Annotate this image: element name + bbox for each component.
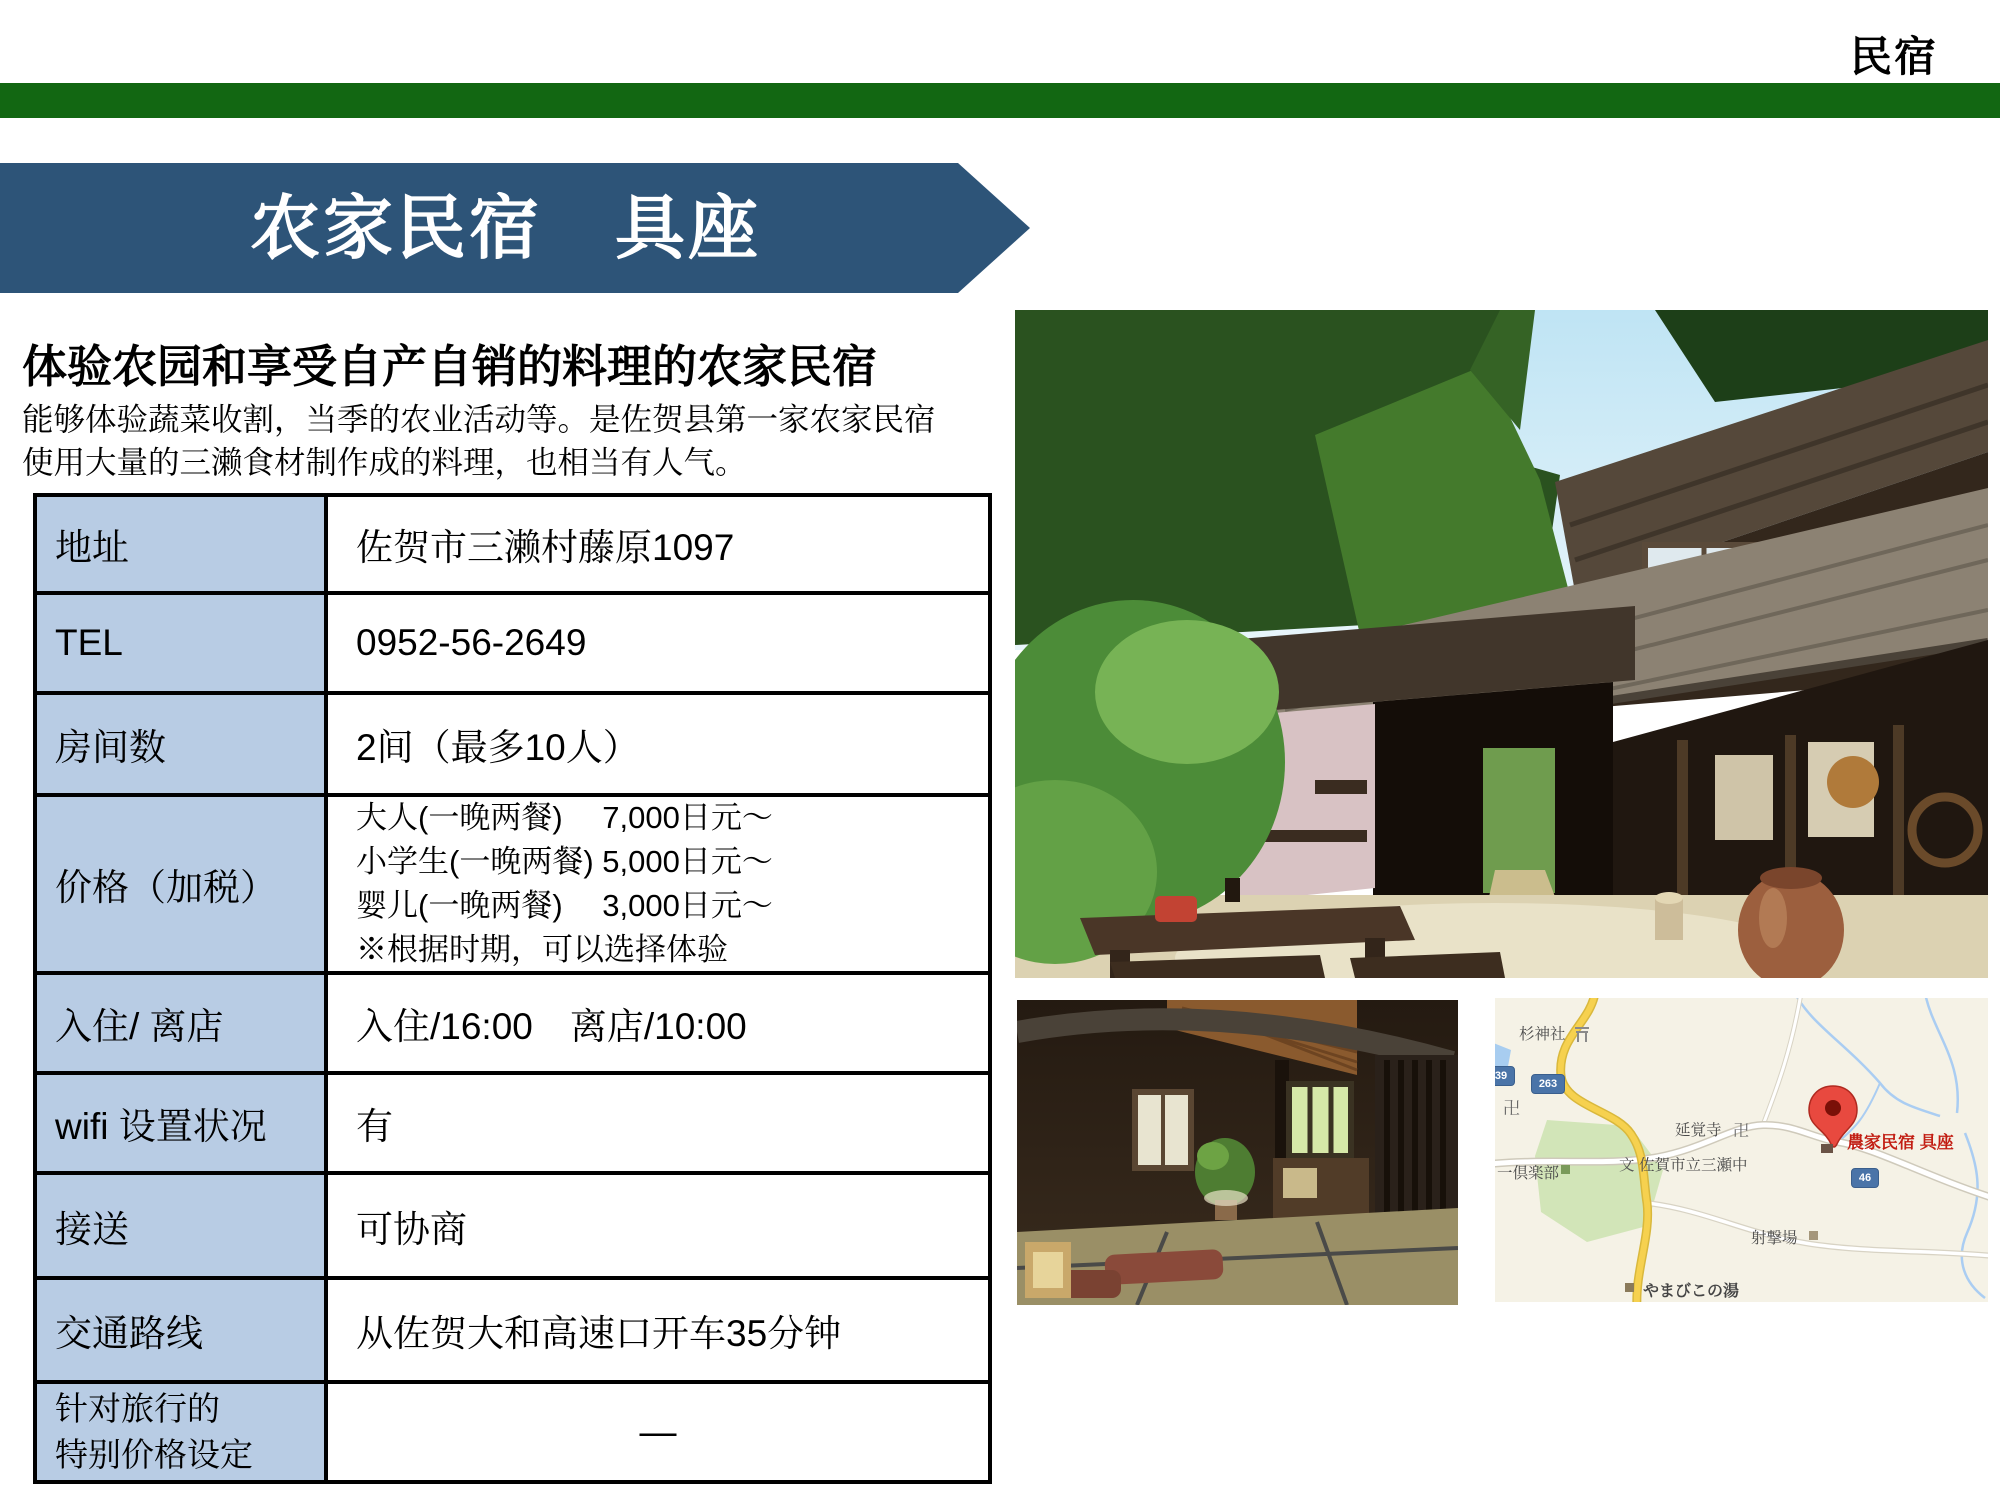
swastika-icon-temple: 卍 <box>1733 1123 1750 1140</box>
table-label-rooms: 房间数 <box>35 693 326 795</box>
table-label-special-price <box>35 1382 326 1482</box>
info-table <box>33 493 992 1484</box>
table-value-price <box>326 795 990 973</box>
table-value-tel: 0952-56-2649 <box>326 593 990 693</box>
map-label-shooting-range: 射撃場 <box>1751 1230 1798 1247</box>
table-value-rooms: 2间（最多10人） <box>326 693 990 795</box>
shooting-range-icon <box>1809 1231 1818 1240</box>
page-category-label: 民宿 <box>1849 33 1938 80</box>
price-line-student: 小学生(一晚两餐) 5,000日元～ <box>356 843 773 879</box>
title-banner <box>0 163 1030 293</box>
intro-body <box>22 398 936 485</box>
page-title: 农家民宿 具座 <box>250 189 761 267</box>
lodging-icon <box>1821 1144 1833 1153</box>
intro-body-line2: 使用大量的三濑食材制作成的料理，也相当有人气。 <box>22 444 747 481</box>
table-value-access: 从佐贺大和高速口开车35分钟 <box>326 1278 990 1382</box>
price-line-infant: 婴儿(一晚两餐) 3,000日元～ <box>356 888 773 923</box>
table-value-address: 佐贺市三濑村藤原1097 <box>326 495 990 593</box>
price-line-note: ※根据时期，可以选择体验 <box>356 932 728 968</box>
table-label-price: 价格（加税） <box>35 795 326 973</box>
school-mark-icon: 文 <box>1619 1157 1635 1174</box>
table-value-checkin: 入住/16:00 离店/10:00 <box>326 973 990 1073</box>
table-value-wifi: 有 <box>326 1073 990 1173</box>
route-263-badge: 263 <box>1531 1074 1565 1094</box>
map-label-club: 一倶楽部 <box>1497 1165 1560 1182</box>
special-price-label-line1: 针对旅行的 <box>55 1389 220 1427</box>
farmhouse-exterior-photo <box>1015 310 1988 978</box>
map-label-onsen: やまびこの湯 <box>1643 1283 1740 1300</box>
table-label-address: 地址 <box>35 495 326 593</box>
intro-body-line1: 能够体验蔬菜收割，当季的农业活动等。是佐贺县第一家农家民宿 <box>22 401 936 437</box>
map-label-shrine: 杉神社 <box>1519 1026 1566 1043</box>
map-label-temple: 延覚寺 <box>1675 1122 1722 1139</box>
onsen-icon <box>1625 1283 1634 1292</box>
guestroom-interior-photo <box>1017 1000 1458 1305</box>
price-line-adult: 大人(一晚两餐) 7,000日元～ <box>356 799 773 835</box>
title-banner-arrow <box>958 163 1030 293</box>
table-label-checkin: 入住/ 离店 <box>35 973 326 1073</box>
table-value-special-price: — <box>326 1382 990 1482</box>
route-46-badge: 46 <box>1851 1168 1879 1188</box>
map-label-school: 佐賀市立三瀬中 <box>1639 1157 1748 1174</box>
route-39-badge: 39 <box>1495 1066 1515 1086</box>
swastika-icon-left: 卍 <box>1503 1099 1520 1118</box>
table-label-tel: TEL <box>35 593 326 693</box>
map-pin-label: 農家民宿 具座 <box>1847 1133 1954 1152</box>
location-map <box>1495 998 1988 1302</box>
table-label-access: 交通路线 <box>35 1278 326 1382</box>
table-label-wifi: wifi 设置状况 <box>35 1073 326 1173</box>
intro-heading: 体验农园和享受自产自销的料理的农家民宿 <box>22 341 878 392</box>
table-value-pickup: 可协商 <box>326 1173 990 1278</box>
club-icon <box>1561 1165 1570 1174</box>
farmhouse-exterior-illustration <box>1015 310 1988 978</box>
table-label-pickup: 接送 <box>35 1173 326 1278</box>
special-price-label-line2: 特别价格设定 <box>55 1436 253 1473</box>
green-accent-bar <box>0 83 2000 118</box>
guestroom-interior-illustration <box>1017 1000 1458 1305</box>
